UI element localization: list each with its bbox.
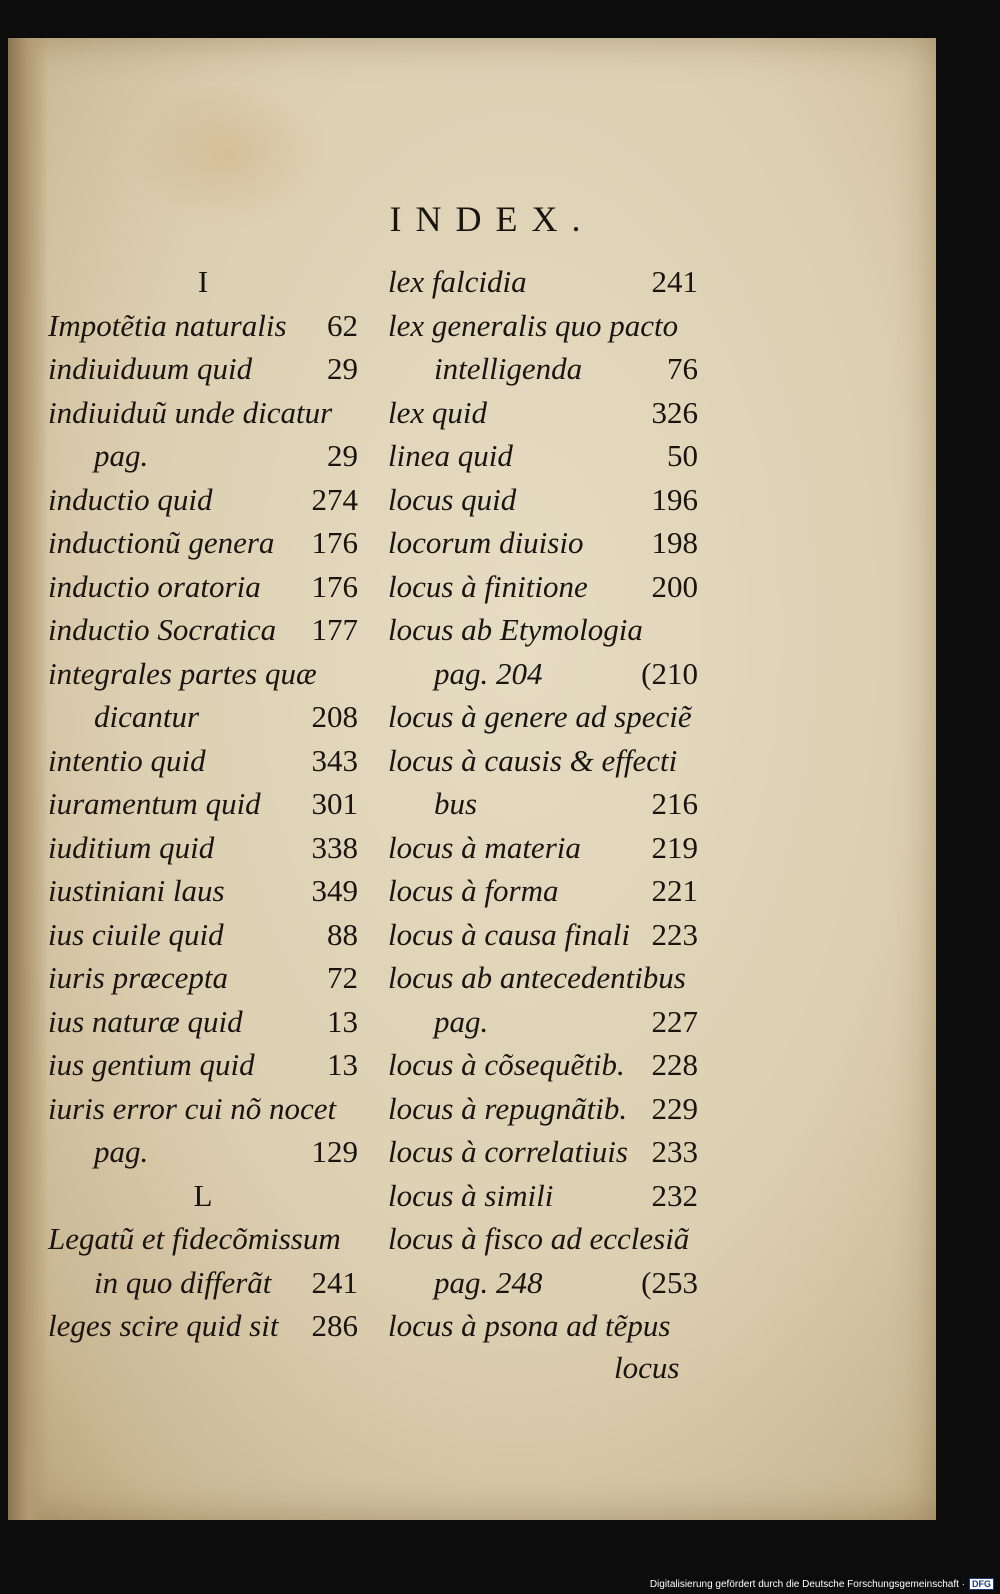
entry-term: lex falcidia	[388, 264, 527, 299]
index-entry	[388, 869, 698, 913]
entry-page-number: 301	[311, 786, 358, 821]
entry-term: locus à cõsequẽtib.	[388, 1047, 625, 1082]
index-entry	[388, 826, 698, 870]
entry-page-number: 216	[651, 786, 698, 821]
entry-term: locus à causa finali	[388, 916, 630, 952]
entry-term: locus à causis & effecti	[388, 742, 678, 778]
entry-page-number: 129	[311, 1134, 358, 1169]
index-entry	[48, 1217, 358, 1261]
entry-term: inductio quid	[48, 481, 213, 517]
dfg-logo: DFG	[969, 1578, 994, 1590]
index-entry	[48, 1087, 358, 1131]
entry-term: pag.	[434, 1003, 489, 1039]
index-entry	[48, 1043, 358, 1087]
index-entry	[388, 1217, 698, 1261]
entry-term: locus à correlatiuis	[388, 1134, 628, 1169]
entry-page-number: 219	[651, 829, 698, 865]
index-entry	[388, 478, 698, 522]
index-entry	[48, 913, 358, 957]
entry-page-number: 232	[651, 1177, 698, 1213]
index-entry	[388, 347, 698, 391]
entry-term: locus quid	[388, 481, 517, 517]
entry-term: locus ab Etymologia	[388, 612, 643, 647]
index-entry	[388, 739, 698, 783]
entry-term: locus à genere ad speciẽ	[388, 699, 692, 734]
book-page	[8, 38, 936, 1520]
entry-term: ius naturæ quid	[48, 1003, 243, 1039]
index-entry	[48, 608, 358, 652]
index-entry	[388, 956, 698, 1000]
index-entry	[48, 826, 358, 870]
index-entry	[388, 652, 698, 696]
entry-term: inductio oratoria	[48, 568, 261, 604]
index-entry	[48, 1000, 358, 1044]
entry-term: iuditium quid	[48, 829, 215, 865]
index-entry	[388, 695, 698, 739]
heading-letter: L	[193, 1177, 213, 1213]
entry-page-number: 13	[327, 1047, 358, 1082]
entry-term: Legatũ et fidecõmissum	[48, 1221, 341, 1256]
entry-page-number: 176	[311, 568, 358, 604]
index-entry	[388, 608, 698, 652]
index-entry	[388, 434, 698, 478]
entry-page-number: 229	[651, 1090, 698, 1126]
index-entry	[48, 478, 358, 522]
entry-page-number: 343	[311, 742, 358, 778]
entry-page-number: 326	[651, 394, 698, 430]
index-entry	[48, 956, 358, 1000]
entry-term: locus ab antecedentibus	[388, 960, 686, 995]
entry-page-number: 241	[311, 1264, 358, 1300]
entry-term: iuris præcepta	[48, 960, 228, 995]
index-entry	[48, 1130, 358, 1174]
entry-page-number: 176	[311, 525, 358, 560]
entry-term: locus à finitione	[388, 568, 588, 604]
entry-page-number: 76	[667, 351, 698, 386]
index-entry	[48, 304, 358, 348]
digitization-footer	[650, 1578, 994, 1590]
entry-term: inductionũ genera	[48, 525, 275, 560]
entry-term: dicantur	[94, 699, 200, 734]
entry-term: locus à materia	[388, 829, 581, 865]
entry-term: pag.	[94, 1134, 149, 1169]
entry-page-number: 50	[667, 438, 698, 473]
index-entry	[48, 521, 358, 565]
entry-term: inductio Socratica	[48, 612, 277, 647]
entry-page-number: 196	[651, 481, 698, 517]
index-entry	[48, 782, 358, 826]
entry-page-number: 233	[651, 1134, 698, 1169]
index-entry	[48, 391, 358, 435]
entry-page-number: 13	[327, 1003, 358, 1039]
entry-page-number: (253	[641, 1264, 698, 1300]
entry-term: leges scire quid sit	[48, 1308, 279, 1343]
entry-term: integrales partes quæ	[48, 655, 317, 691]
index-entry	[48, 739, 358, 783]
entry-term: intelligenda	[434, 351, 583, 386]
entry-page-number: 221	[651, 873, 698, 908]
entry-page-number: (210	[641, 655, 698, 691]
entry-term: bus	[434, 786, 478, 821]
index-entry	[48, 652, 358, 696]
index-entry	[388, 1304, 698, 1348]
left-index-column	[48, 260, 358, 1348]
index-entry	[388, 1174, 698, 1218]
index-entry	[48, 565, 358, 609]
entry-page-number: 72	[327, 960, 358, 995]
index-entry	[388, 1261, 698, 1305]
entry-term: locus à psona ad tẽpus	[388, 1308, 671, 1343]
page-header: INDEX.	[389, 199, 595, 239]
section-letter-heading	[48, 260, 358, 304]
entry-term: indiuiduum quid	[48, 351, 253, 386]
index-entry	[388, 1043, 698, 1087]
entry-page-number: 200	[651, 568, 698, 604]
entry-term: locorum diuisio	[388, 525, 584, 560]
entry-term: locus à repugnãtib.	[388, 1090, 628, 1126]
entry-term: locus à simili	[388, 1177, 554, 1213]
entry-term: locus à forma	[388, 873, 559, 908]
entry-page-number: 198	[651, 525, 698, 560]
catchword: locus	[614, 1350, 680, 1385]
entry-term: locus à fisco ad ecclesiã	[388, 1221, 690, 1256]
index-entry	[48, 1304, 358, 1348]
index-entry	[48, 695, 358, 739]
entry-term: indiuiduũ unde dicatur	[48, 394, 333, 430]
index-entry	[388, 1087, 698, 1131]
entry-page-number: 286	[311, 1308, 358, 1343]
entry-page-number: 241	[651, 264, 698, 299]
index-entry	[388, 521, 698, 565]
entry-term: iuris error cui nõ nocet	[48, 1090, 337, 1126]
entry-term: iustiniani laus	[48, 873, 225, 908]
entry-term: linea quid	[388, 438, 513, 473]
entry-page-number: 177	[311, 612, 358, 647]
index-entry	[48, 347, 358, 391]
entry-term: in quo differãt	[94, 1264, 272, 1300]
entry-page-number: 29	[327, 351, 358, 386]
entry-page-number: 274	[311, 481, 358, 517]
index-entry	[48, 1261, 358, 1305]
entry-term: pag. 248	[434, 1264, 543, 1300]
entry-term: lex quid	[388, 394, 487, 430]
entry-page-number: 29	[327, 438, 358, 473]
index-entry	[48, 434, 358, 478]
entry-page-number: 338	[311, 829, 358, 865]
index-entry	[388, 1000, 698, 1044]
entry-term: pag.	[94, 438, 149, 473]
entry-page-number: 62	[327, 307, 358, 343]
right-index-column	[388, 260, 698, 1348]
entry-term: ius ciuile quid	[48, 916, 224, 952]
entry-term: Impotẽtia naturalis	[48, 307, 287, 343]
index-entry	[388, 304, 698, 348]
index-entry	[388, 782, 698, 826]
entry-term: intentio quid	[48, 742, 206, 778]
index-entry	[388, 565, 698, 609]
entry-page-number: 223	[651, 916, 698, 952]
index-entry	[388, 1130, 698, 1174]
index-entry	[388, 391, 698, 435]
entry-term: pag. 204	[434, 655, 543, 691]
page-gutter	[8, 38, 48, 1520]
entry-page-number: 88	[327, 916, 358, 952]
entry-term: ius gentium quid	[48, 1047, 255, 1082]
entry-page-number: 228	[651, 1047, 698, 1082]
footer-text: Digitalisierung gefördert durch die Deutsche Forschungsgemeinschaft ·	[649, 1578, 965, 1590]
section-letter-heading	[48, 1174, 358, 1218]
index-entry	[388, 260, 698, 304]
heading-letter: I	[197, 264, 209, 299]
entry-page-number: 208	[311, 699, 358, 734]
index-entry	[48, 869, 358, 913]
entry-term: iuramentum quid	[48, 786, 261, 821]
index-entry	[388, 913, 698, 957]
entry-page-number: 349	[311, 873, 358, 908]
entry-page-number: 227	[651, 1003, 698, 1039]
entry-term: lex generalis quo pacto	[388, 307, 679, 343]
